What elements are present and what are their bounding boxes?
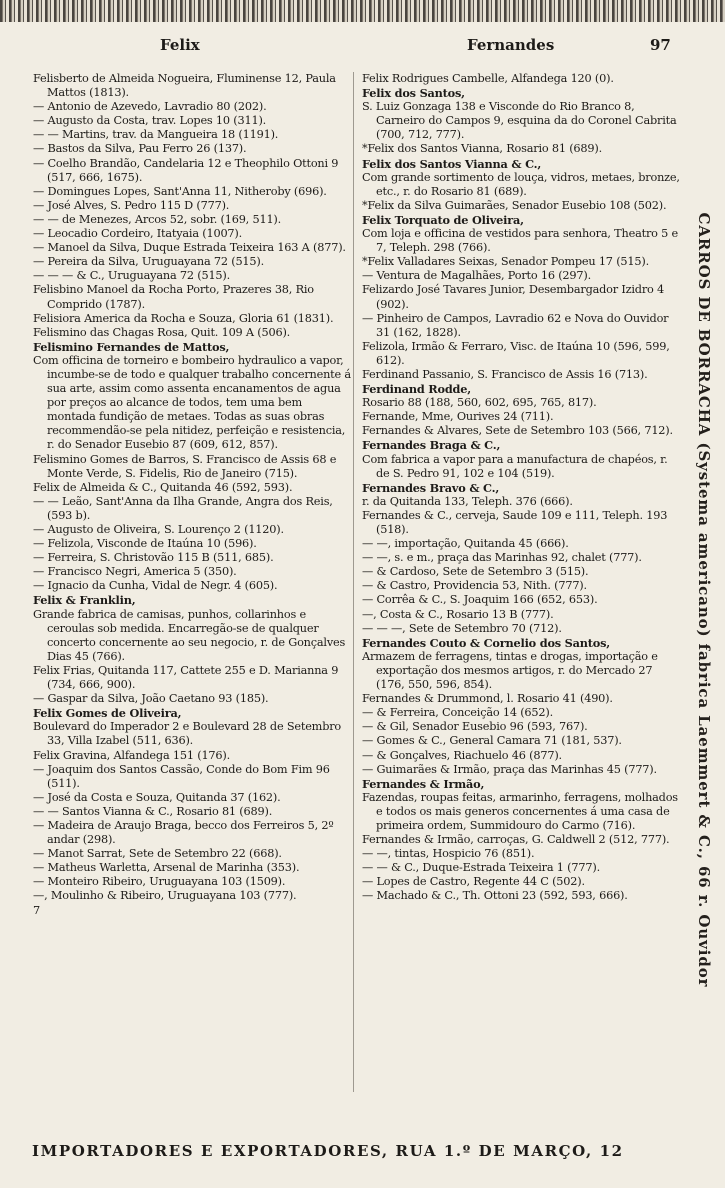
list-item: Fernandes & Irmão, carroças, G. Caldwell 2 (512, 777). <box>362 833 670 847</box>
list-item: — José da Costa e Souza, Quitanda 37 (162). <box>33 790 281 804</box>
list-item: — Leocadio Cordeiro, Itatyaia (1007). <box>33 227 243 241</box>
list-item: — Domingues Lopes, Sant'Anna 11, Nitheroby (696). <box>33 184 327 198</box>
list-item: Felisberto de Almeida Nogueira, Fluminense 12, Paula Mattos (1813). <box>33 72 336 100</box>
list-item: — —, tintas, Hospicio 76 (851). <box>362 847 535 861</box>
list-item: Felizardo José Tavares Junior, Desembargador Izidro 4 (902). <box>362 283 664 311</box>
vertical-advertisement <box>684 100 722 1100</box>
bold-entry-name: Fernandes Couto & Cornelio dos Santos, <box>362 635 611 650</box>
list-item: — Felizola, Visconde de Itaúna 10 (596). <box>33 537 257 551</box>
list-item-description: Grande fabrica de camisas, punhos, collarinhos e ceroulas sob medida. Encarregão-se de qualquer concerto concernente ao seu negocio, r. de Gonçalves Dias 45 (766). <box>33 607 346 663</box>
list-item: — Gomes & C., General Camara 71 (181, 537). <box>362 734 622 748</box>
list-item: — Matheus Warletta, Arsenal de Marinha (353). <box>33 861 300 875</box>
bold-entry-name: Felix dos Santos, <box>362 86 465 101</box>
column-divider <box>353 72 354 1092</box>
list-item: — Augusto de Oliveira, S. Lourenço 2 (1120). <box>33 523 284 536</box>
list-item: — Madeira de Araujo Braga, becco dos Ferreiros 5, 2º andar (298). <box>33 818 334 847</box>
list-item: Felismino Gomes de Barros, S. Francisco de Assis 68 e Monte Verde, S. Fidelis, Rio de Janeiro (715). <box>33 452 337 480</box>
list-item: — & Castro, Providencia 53, Nith. (777). <box>362 579 587 593</box>
list-item-description: Armazem de ferragens, tintas e drogas, importação e exportação dos mesmos artigos, r. do Mercado 27 (176, 550, 596, 854). <box>362 649 658 692</box>
list-item: Felisiora America da Rocha e Souza, Gloria 61 (1831). <box>33 311 334 325</box>
list-item: Felix de Almeida & C., Quitanda 46 (592, 593). <box>33 480 293 494</box>
bold-entry-name: Ferdinand Rodde, <box>362 382 471 397</box>
list-item: — Ignacio da Cunha, Vidal de Negr. 4 (605). <box>33 579 278 593</box>
list-item-description: Rosario 88 (188, 560, 602, 695, 765, 817). <box>362 396 597 410</box>
list-item-description: Com fabrica a vapor para a manufactura de chapéos, r. de S. Pedro 91, 102 e 104 (519). <box>362 452 668 480</box>
list-item: — — & C., Duque-Estrada Teixeira 1 (777). <box>362 861 600 875</box>
list-item: — & Gil, Senador Eusebio 96 (593, 767). <box>362 720 588 734</box>
list-item: — Augusto da Costa, trav. Lopes 10 (311). <box>33 114 267 128</box>
list-item: Felizola, Irmão & Ferraro, Visc. de Itaúna 10 (596, 599, 612). <box>362 339 670 367</box>
list-item: *Felix Valladares Seixas, Senador Pompeu 17 (515). <box>362 255 649 269</box>
list-item: — Monteiro Ribeiro, Uruguayana 103 (1509). <box>33 875 286 889</box>
page-number: 97 <box>650 36 671 54</box>
list-item: Fernandes & Drummond, l. Rosario 41 (490). <box>362 692 613 706</box>
bold-entry-name: Fernandes Braga & C., <box>362 438 501 453</box>
bold-entry-name: Felismino Fernandes de Mattos, <box>33 339 230 354</box>
list-item: — & Gonçalves, Riachuelo 46 (877). <box>362 748 562 762</box>
bold-entry-name: Felix dos Santos Vianna & C., <box>362 156 542 171</box>
list-item: —, Costa & C., Rosario 13 B (777). <box>362 607 554 621</box>
list-item: Fernandes & C., cerveja, Saude 109 e 111, Teleph. 193 (518). <box>362 508 668 536</box>
list-item-description: Com grande sortimento de louça, vidros, metaes, bronze, etc., r. do Rosario 81 (689). <box>362 170 680 198</box>
list-item: — — — & C., Uruguayana 72 (515). <box>33 269 231 283</box>
bold-entry-name: Felix Torquato de Oliveira, <box>362 212 524 227</box>
list-item: — Manoel da Silva, Duque Estrada Teixeira 163 A (877). <box>33 241 346 255</box>
right-column <box>362 72 680 904</box>
list-item-description: Boulevard do Imperador 2 e Boulevard 28 de Setembro 33, Villa Izabel (511, 636). <box>33 720 342 748</box>
header-right-keyword: Fernandes <box>467 36 555 54</box>
list-item: Felix Frias, Quitanda 117, Cattete 255 e D. Marianna 9 (734, 666, 900). <box>33 663 339 692</box>
list-item: Felisbino Manoel da Rocha Porto, Prazeres 38, Rio Comprido (1787). <box>33 283 314 311</box>
bold-entry-name: Felix Gomes de Oliveira, <box>33 706 182 721</box>
list-item: — Manot Sarrat, Sete de Setembro 22 (668). <box>33 847 282 861</box>
list-item: — Pinheiro de Campos, Lavradio 62 e Nova do Ouvidor 31 (162, 1828). <box>362 311 669 339</box>
list-item: Felix Gravina, Alfandega 151 (176). <box>33 748 231 762</box>
left-column <box>33 72 351 918</box>
page-footer-advertisement: IMPORTADORES E EXPORTADORES, RUA 1.º DE MARÇO, 12 <box>32 1142 624 1160</box>
list-item: — — —, Sete de Setembro 70 (712). <box>362 621 562 635</box>
list-item: *Felix dos Santos Vianna, Rosario 81 (689). <box>362 142 602 156</box>
list-item: — Ferreira, S. Christovão 115 B (511, 685). <box>33 551 274 565</box>
list-item: — Ventura de Magalhães, Porto 16 (297). <box>362 269 591 283</box>
list-item: — Lopes de Castro, Regente 44 C (502). <box>362 875 585 889</box>
list-item: — — Martins, trav. da Mangueira 18 (1191). <box>33 128 279 142</box>
list-item: — Joaquim dos Santos Cassão, Conde do Bom Fim 96 (511). <box>33 762 330 790</box>
list-item: — Antonio de Azevedo, Lavradio 80 (202). <box>33 100 267 114</box>
list-item: — — Leão, Sant'Anna da Ilha Grande, Angra dos Reis, (593 b). <box>33 494 333 522</box>
bold-entry-name: Felix & Franklin, <box>33 593 136 608</box>
list-item: — & Ferreira, Conceição 14 (652). <box>362 706 553 720</box>
list-item: — Francisco Negri, America 5 (350). <box>33 565 237 579</box>
list-item: — Corrêa & C., S. Joaquim 166 (652, 653). <box>362 593 598 607</box>
list-item: — — Santos Vianna & C., Rosario 81 (689). <box>33 804 273 818</box>
bold-entry-name: Fernandes Bravo & C., <box>362 480 500 495</box>
list-item: — Pereira da Silva, Uruguayana 72 (515). <box>33 255 265 269</box>
list-item: — Gaspar da Silva, João Caetano 93 (185). <box>33 692 269 706</box>
list-item: — & Cardoso, Sete de Setembro 3 (515). <box>362 565 589 579</box>
list-item: — Machado & C., Th. Ottoni 23 (592, 593, 666). <box>362 889 628 903</box>
list-item: *Felix da Silva Guimarães, Senador Eusebio 108 (502). <box>362 198 667 212</box>
bold-entry-name: Fernandes & Irmão, <box>362 776 485 791</box>
list-item: — —, s. e m., praça das Marinhas 92, chalet (777). <box>362 551 642 565</box>
list-item-description: Com loja e officina de vestidos para senhora, Theatro 5 e 7, Teleph. 298 (766). <box>362 227 679 255</box>
page-header <box>0 36 725 58</box>
list-item-description: Com officina de torneiro e bombeiro hydraulico a vapor, incumbe-se de todo e qualquer trabalho concernente á sua arte, assim como assenta encanamentos de agua por preços ao alcance de todos, tem uma bem montada fundição de metaes. Todas as suas obras recommendão-se pela nitidez, perfeição e resistencia, r. do Senador Eusebio 87 (609, 612, 857). <box>33 353 351 452</box>
list-item-description: r. da Quitanda 133, Teleph. 376 (666). <box>362 494 573 508</box>
list-item: Felix Rodrigues Cambelle, Alfandega 120 (0). <box>362 72 614 85</box>
list-item: — Guimarães & Irmão, praça das Marinhas 45 (777). <box>362 762 657 776</box>
list-item: —, Moulinho & Ribeiro, Uruguayana 103 (777). <box>33 889 297 903</box>
list-item: Felismino das Chagas Rosa, Quit. 109 A (506). <box>33 325 291 339</box>
list-item: Ferdinand Passanio, S. Francisco de Assis 16 (713). <box>362 367 648 381</box>
list-item: — —, importação, Quitanda 45 (666). <box>362 537 569 551</box>
list-item: — — de Menezes, Arcos 52, sobr. (169, 511). <box>33 212 282 226</box>
signature-mark: 7 <box>33 903 40 917</box>
list-item: Fernandes & Alvares, Sete de Setembro 103 (566, 712). <box>362 424 673 438</box>
list-item: — Coelho Brandão, Candelaria 12 e Theophilo Ottoni 9 (517, 666, 1675). <box>33 156 339 184</box>
scan-edge <box>0 0 725 22</box>
header-left-keyword: Felix <box>160 36 200 54</box>
list-item: Fernande, Mme, Ourives 24 (711). <box>362 410 554 424</box>
list-item: — José Alves, S. Pedro 115 D (777). <box>33 198 230 212</box>
list-item: — Bastos da Silva, Pau Ferro 26 (137). <box>33 142 247 156</box>
list-item-description: S. Luiz Gonzaga 138 e Visconde do Rio Branco 8, Carneiro do Campos 9, esquina da do Coronel Cabrita (700, 712, 777). <box>362 100 677 142</box>
vertical-advertisement-text: CARROS DE BORRACHA (Systema americano) fabrica Laemmert & C., 66 r. Ouvidor <box>695 212 713 988</box>
list-item-description: Fazendas, roupas feitas, armarinho, ferragens, molhados e todos os mais generos concernentes á uma casa de primeira ordem, Summidouro do Carmo (716). <box>362 790 678 832</box>
